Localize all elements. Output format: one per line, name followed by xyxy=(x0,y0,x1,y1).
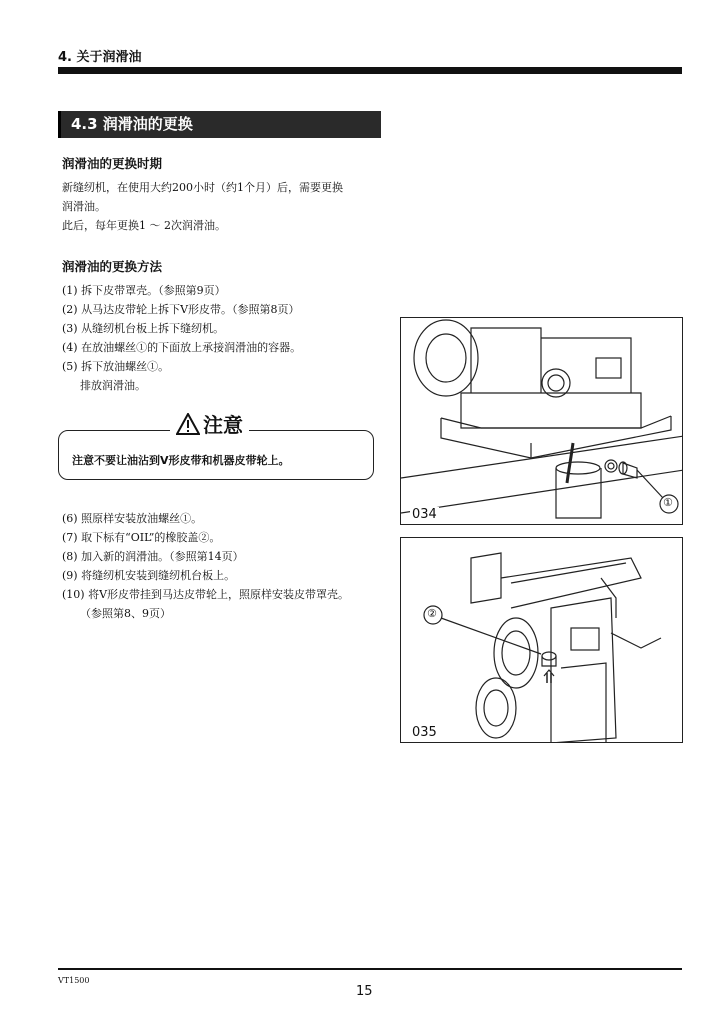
steps-list-part2 xyxy=(62,509,392,623)
change-method-heading: 润滑油的更换方法 xyxy=(62,259,163,274)
step-10-note: （参照第8、9页） xyxy=(80,607,171,620)
oil-cap-illustration xyxy=(401,538,683,743)
footer-divider xyxy=(58,968,682,970)
step-9: (9) 将缝纫机安装到缝纫机台板上。 xyxy=(62,569,236,582)
caution-text: 注意不要让油沾到V形皮带和机器皮带轮上。 xyxy=(72,454,290,467)
steps-list-part1 xyxy=(62,281,397,395)
step-7: (7) 取下标有“OIL”的橡胶盖②。 xyxy=(62,531,221,544)
step-1: (1) 拆下皮带罩壳。（参照第9页） xyxy=(62,284,226,297)
callout-1: ① xyxy=(663,496,673,509)
caution-heading xyxy=(170,409,249,438)
page-number: 15 xyxy=(356,984,373,999)
body-line: 润滑油。 xyxy=(62,200,106,213)
step-6: (6) 照原样安装放油螺丝①。 xyxy=(62,512,203,525)
figure-label: 035 xyxy=(412,725,437,740)
step-8: (8) 加入新的润滑油。（参照第14页） xyxy=(62,550,244,563)
chapter-divider xyxy=(58,67,682,74)
warning-triangle-icon xyxy=(176,413,200,435)
step-2: (2) 从马达皮带轮上拆下V形皮带。（参照第8页） xyxy=(62,303,300,316)
chapter-title: 4. 关于润滑油 xyxy=(58,50,142,65)
change-period-heading: 润滑油的更换时期 xyxy=(62,156,163,171)
change-period-text xyxy=(62,178,382,235)
section-title: 4.3 润滑油的更换 xyxy=(58,111,381,138)
step-4: (4) 在放油螺丝①的下面放上承接润滑油的容器。 xyxy=(62,341,302,354)
figure-label: 034 xyxy=(412,507,437,522)
footer-model: VT1500 xyxy=(58,976,90,985)
figure-oil-drain xyxy=(400,317,683,525)
step-3: (3) 从缝纫机台板上拆下缝纫机。 xyxy=(62,322,225,335)
step-5: (5) 拆下放油螺丝①。 xyxy=(62,360,170,373)
body-line: 新缝纫机，在使用大约200小时（约1个月）后，需要更换 xyxy=(62,181,343,194)
oil-drain-illustration xyxy=(401,318,683,525)
step-10: (10) 将V形皮带挂到马达皮带轮上，照原样安装皮带罩壳。 xyxy=(62,588,350,601)
body-line: 此后，每年更换1 ～ 2次润滑油。 xyxy=(62,219,226,232)
caution-title: 注意 xyxy=(203,413,243,437)
step-5-note: 排放润滑油。 xyxy=(80,379,146,392)
callout-2: ② xyxy=(427,607,437,620)
figure-oil-cap xyxy=(400,537,683,743)
